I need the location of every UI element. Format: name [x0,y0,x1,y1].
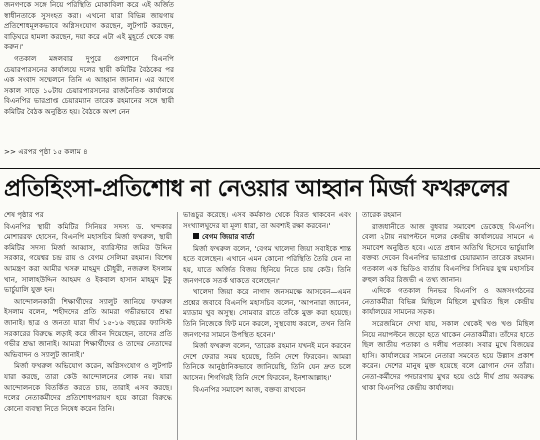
continued-from: শেষ পৃষ্ঠার পর [4,210,44,219]
body-paragraph: মির্জা ফখরুল বলেন, 'তারেক রহমান যখনই মনে করবেন দেশে ফেরার সময় হয়েছে, তিনি দেশে ফিরবেন। আমরা তিনিকে আনুষ্ঠানিকভাবে জানিয়েছি, তিনি যেন দ্রুত চলে আসেন। শিগগিরই তিনি দেশে ফিরবেন, ইনশাআল্লাহ।' [183,341,351,382]
body-paragraph: গতকাল মঙ্গলবার দুপুরে গুলশানে বিএনপি চেয়ারপারসনের কার্যালয়ে দলের স্থায়ী কমিটির বৈঠকের পর এক সংবাদ সম্মেলনে তিনি এ আহ্বান জানান। এর আগে সকাল সাড়ে ১০টায় চেয়ারপারসনের রাজনৈতিক কার্যালয়ে বিএনপির ভারপ্রাপ্ত চেয়ারম্যান তারেক রহমানের সঙ্গে স্থায়ী কমিটির বৈঠক অনুষ্ঠিত হয়। বৈঠকে অংশ নেন [4,53,174,116]
top-story-column [4,0,174,140]
body-paragraph: বিএনপির সমাবেশ আজ, বক্তব্য রাখবেন [193,384,306,394]
body-paragraph: মির্জা ফখরুল বলেন, 'বেগম খালেদা জিয়া সবাইকে শান্ত হতে বলেছেন। এখানে এমন কোনো পরিস্থিতি তৈরি যেন না হয়, যাতে অর্জিত বিজয় ছিনিয়ে নিতে চায় কেউ। তিনি জনগণকে সতর্ক থাকতে বলেছেন।' [183,243,351,285]
body-paragraph: ভাঙচুর করেছে। এসব কর্মকাণ্ড থেকে বিরত থাকবেন এবং সংখ্যালঘুদের যা মূল্য ধারা, তা অবশ্যই রক্ষা করবেন।' [183,210,351,230]
column-divider [177,212,178,440]
body-paragraph: খালেদা জিয়া করে নাগাদ জনসমক্ষে আসবেন—এমন প্রশ্নের জবাবে বিএনপি মহাসচিব বলেন, 'আপনারা জানেন, ম্যাডাম খুব অসুস্থ। সোমবার রাতে তাঁকে মুক্ত করা হয়েছে। তিনি নিজেকে ফিট মনে করলে, সুস্থবোধ করলে, তখন তিনি জনগণের সামনে উপস্থিত হবেন।' [183,287,351,339]
body-paragraph: সরেজমিনে দেখা যায়, সকাল থেকেই খণ্ড খণ্ড মিছিল নিয়ে নয়াপল্টনে জড়ো হতে থাকেন নেতাকর্মীরা। তাঁদের হাতে ছিল জাতীয় পতাকা ও দলীয় পতাকা। সবার মুখে বিজয়ের হাসি। কার্যালয়ের সামনে নেতারা সমবেত হয়ে উল্লাস প্রকাশ করেন। দেশের মানুষ মুক্ত হয়েছে বলে স্লোগান দেন তাঁরা। নেতা-কর্মীদের পদচারণায় মুখর হয়ে ওঠে দীর্ঘ প্রায় অবরুদ্ধ থাকা বিএনপির কেন্দ্রীয় কার্যালয়। [362,318,534,392]
body-paragraph: এদিকে গতকাল দিনভর বিএনপি ও অঙ্গসংগঠনের নেতাকর্মীরা বিভিন্ন মিছিলে মিছিলে মুখরিত ছিল কেন্দ্রীয় কার্যালয়ের সামনের সড়ক। [362,286,534,317]
body-paragraph: বিএনপির স্থায়ী কমিটির সিনিয়র সদস্য ড. খন্দকার মোশাররফ হোসেন, বিএনপি মহাসচিব মির্জা ফখরুল, স্থায়ী কমিটির সদস্য মির্জা আব্বাস, ব্যারিস্টার জমির উদ্দিন সরকার, গয়েশ্বর চন্দ্র রায় ও বেগম সেলিমা রহমান। বিশেষ আমন্ত্রণ করা আমীর খসরু মাহমুদ চৌধুরী, নজরুল ইসলাম খান, সালাহউদ্দিন আহমদ ও ইকবাল হাসান মাহমুদ টুকু ভার্চুয়ালি যুক্ত হন। [4,221,172,295]
body-paragraph: জনগণকে সঙ্গে নিয়ে পরিস্থিতি মোকাবিলা করে এই অর্জিত স্বাধীনতাকে সুসংহত করা। এখনো যারা বিভিন্ন জায়গায় প্রতিশোধমূলকভাবে অগ্নিসংযোগ করছেন, লুটপাট করছেন, বাড়িঘরে হামলা করছেন, দয়া করে এটা এই মুহূর্তে থেকে বন্ধ করুন।' [4,0,174,52]
article-column-3 [362,210,534,440]
column-divider [356,212,357,440]
divider [0,168,540,169]
subheading [183,232,351,243]
body-paragraph: আন্দোলনকারী শিক্ষার্থীদের স্যালুট জানিয়ে ফখরুল ইসলাম বলেন, 'শহীদদের প্রতি আমরা গভীরভাবে শ্রদ্ধা জানাই। ছাত্র ও জনতা যারা দীর্ঘ ১৫-১৬ বছরের ফ্যাসিস্ট সরকারের বিরুদ্ধে লড়াই করে জীবন দিয়েছেন, তাদের প্রতি গভীর শ্রদ্ধা জানাই। আমরা শিক্ষার্থীদের ও তাদের নেতাদের অভিবাদন ও স্যালুট জানাই।' [4,296,172,359]
headline: প্রতিহিংসা-প্রতিশোধ না নেওয়ার আহ্বান মির্জা ফখরুলের [4,175,509,202]
body-paragraph: তারেক রহমান [362,210,402,219]
subheading-text: বেগম জিয়ার বার্তা [202,232,255,242]
article-column-2 [183,210,351,440]
body-paragraph: রাজধানীতে আজ বুধবার সমাবেশ ডেকেছে বিএনপি। বেলা ২টায় নয়াপল্টনে দলের কেন্দ্রীয় কার্যালয়ের সামনে এ সমাবেশ অনুষ্ঠিত হবে। এতে প্রধান অতিথি হিসেবে ভার্চুয়ালি বক্তব্য দেবেন বিএনপির ভারপ্রাপ্ত চেয়ারম্যান তারেক রহমান। গতকাল এক ভিডিও বার্তায় বিএনপির সিনিয়র যুগ্ম মহাসচিব রুহুল কবির রিজভী এ তথ্য জানান। [362,221,534,284]
continuation-note: >> এরপর পৃষ্ঠা ১৫ কলাম ৪ [4,147,88,156]
article-column-1 [4,210,172,440]
body-paragraph: মির্জা ফখরুল অভিযোগ করেন, অগ্নিসংযোগ ও লুটপাট যারা করছে, তারা কেউ আন্দোলনের লোক নয়। যারা আন্দোলনকে বিতর্কিত করতে চায়, তারাই এসব করছে। দলের নেতাকর্মীদের প্রতিশোধপরায়ণ হয়ে কারো বিরুদ্ধে কোনো ব্যবস্থা নিতে নিষেধ করেন তিনি। [4,361,172,413]
square-bullet-icon [193,233,199,239]
